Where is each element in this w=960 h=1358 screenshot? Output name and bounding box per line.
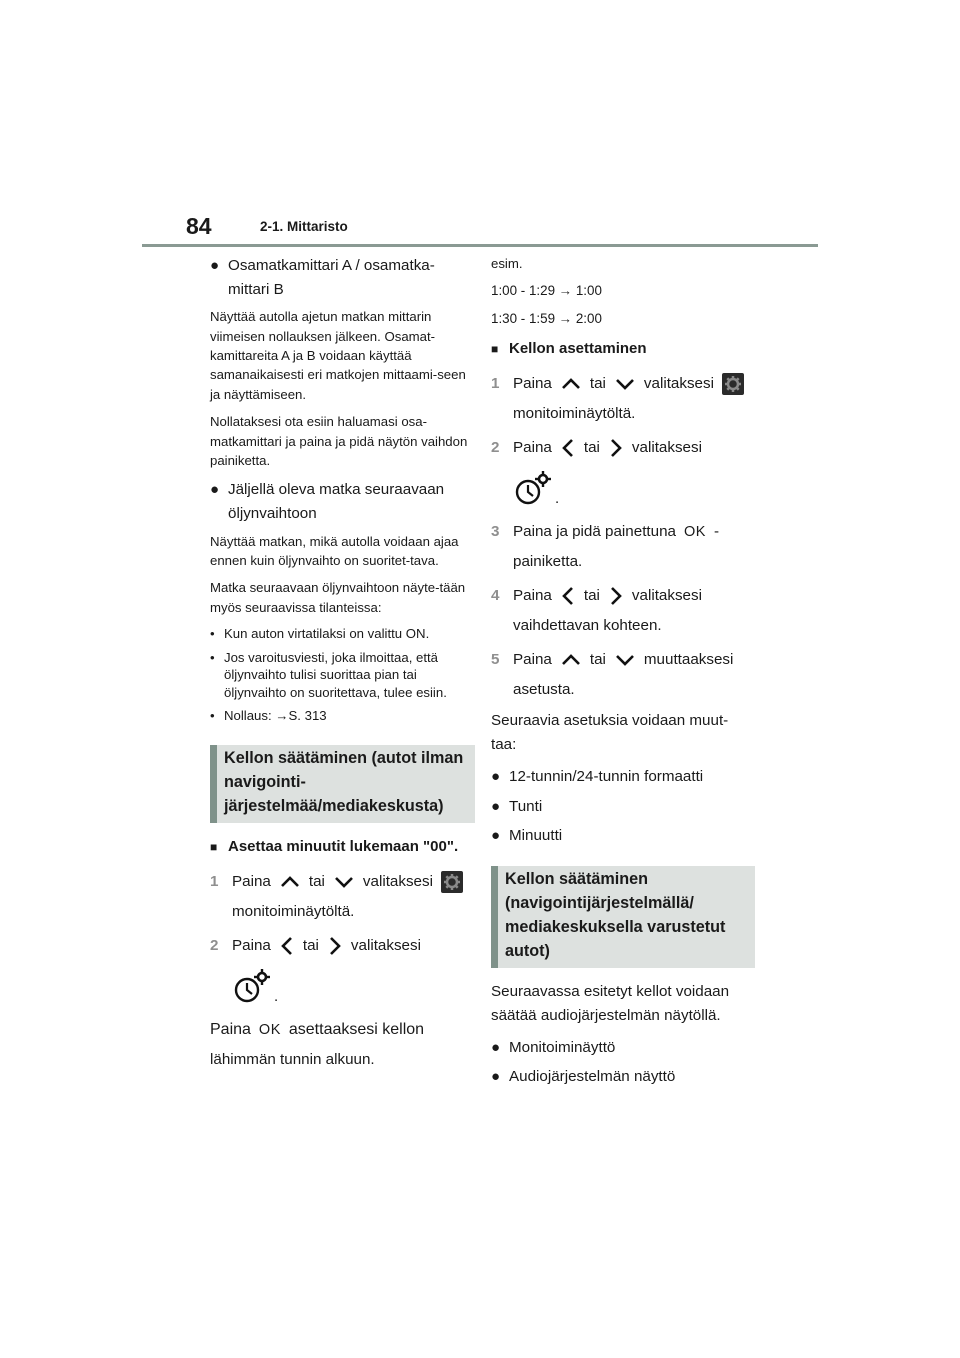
- step-text: Paina: [232, 872, 271, 890]
- step-text: Paina: [513, 650, 552, 668]
- step-text-line2: monitoiminäytöltä.: [232, 902, 355, 920]
- step-number: 1: [491, 374, 500, 392]
- chevron-right-icon: [608, 585, 624, 607]
- ok-text-rest: asettaaksesi kellon: [288, 1020, 425, 1038]
- step-text: valitaksesi: [362, 872, 433, 890]
- bullet-text: Minuutti: [509, 827, 563, 845]
- step-text: tai: [589, 650, 606, 668]
- sub-bullet-reset: [210, 707, 470, 725]
- header-rule: [142, 244, 818, 247]
- oil-change-situations-intro: Matka seuraavaan öljynvaihtoon näyte-tään myös seuraavissa tilanteissa:: [210, 580, 466, 615]
- sub-bullet-text: Jos varoitusviesti, joka ilmoittaa, että öljynvaihto tulisi suorittaa pian tai öljynvaihto on suoritettava, tulee esiin.: [224, 649, 447, 700]
- step-text-line2: monitoiminäytöltä.: [513, 404, 636, 422]
- trip-meter-reset-description: Nollataksesi ota esiin haluamasi osa-matkamittari ja paina ja pidä näytön vaihdon painiketta.: [210, 414, 468, 468]
- square-bullet-icon: ■: [210, 839, 218, 854]
- bullet-multi-display: [491, 1036, 753, 1060]
- step-text: Paina: [513, 374, 552, 392]
- heading-set-clock: [491, 337, 753, 361]
- bullet-trip-meter: [210, 254, 470, 301]
- chevron-left-icon: [279, 935, 295, 957]
- chevron-down-icon: [333, 875, 355, 889]
- chevron-up-icon: [279, 875, 301, 889]
- bullet-hour: [491, 795, 753, 819]
- right-column: [491, 254, 753, 1095]
- ok-button-icon: OK: [683, 523, 706, 540]
- step-1: [210, 867, 470, 927]
- period: .: [555, 489, 560, 507]
- example-1: 1:00 - 1:29 → 1:00: [491, 283, 602, 299]
- step-text: valitaksesi: [631, 438, 702, 456]
- bullet-minute: [491, 824, 753, 848]
- bullet-dot: ●: [491, 1068, 501, 1086]
- oil-change-description: Näyttää matkan, mikä autolla voidaan ajaa ennen kuin öljynvaihto on suoritet-tava.: [210, 533, 459, 568]
- chevron-left-icon: [560, 437, 576, 459]
- period: .: [274, 987, 279, 1005]
- left-column: [210, 254, 470, 1075]
- step-text: tai: [583, 438, 600, 456]
- bullet-text: Tunti: [509, 797, 543, 815]
- heading-set-clock-text: Kellon asettaminen: [509, 339, 647, 357]
- step-text: Paina: [513, 586, 552, 604]
- square-bullet-icon: ■: [491, 341, 499, 356]
- sub-bullet-text: Nollaus: →S. 313: [224, 708, 327, 724]
- step-4: [491, 581, 753, 641]
- sub-bullet-dot: •: [210, 626, 215, 642]
- step-text: tai: [589, 374, 606, 392]
- step-2: [491, 433, 753, 513]
- sub-bullet-warning: [210, 649, 470, 702]
- step-number: 5: [491, 650, 500, 668]
- clock-settings-icon: [513, 469, 553, 507]
- step-text: Paina: [513, 438, 552, 456]
- step-text: muuttaaksesi: [643, 650, 734, 668]
- chevron-up-icon: [560, 377, 582, 391]
- page-number: 84: [186, 213, 212, 239]
- settings-intro: Seuraavia asetuksia voidaan muut-taa:: [491, 711, 729, 754]
- box-heading-with-nav: Kellon säätäminen (navigointijärjestelmällä/ mediakeskuksella varustetut autot): [491, 866, 755, 968]
- step-text: tai: [302, 936, 319, 954]
- step-5: [491, 645, 753, 705]
- step-text: valitaksesi: [631, 586, 702, 604]
- bullet-dot: ●: [491, 797, 501, 815]
- bullet-dot: ●: [491, 768, 501, 786]
- ok-text-line2: lähimmän tunnin alkuun.: [210, 1050, 375, 1068]
- example-label: esim.: [491, 256, 523, 271]
- chevron-right-icon: [608, 437, 624, 459]
- sub-bullet-dot: •: [210, 649, 215, 665]
- bullet-dot: ●: [491, 1038, 501, 1056]
- trip-meter-description: Näyttää autolla ajetun matkan mittarin viimeisen nollauksen jälkeen. Osamat-kamittareita A ja B voidaan käyttää samanaikaisesti eri matkojen mittaami-seen ja näyttämiseen.: [210, 309, 466, 402]
- sub-bullet-text: Kun auton virtatilaksi on valittu ON.: [224, 626, 430, 642]
- chevron-up-icon: [560, 653, 582, 667]
- step-1: [491, 369, 753, 429]
- bullet-trip-meter-text: Osamatkamittari A / osamatka- mittari B: [228, 257, 435, 298]
- step-text: valitaksesi: [643, 374, 714, 392]
- step-number: 2: [491, 438, 500, 456]
- gear-icon: [441, 871, 463, 893]
- step-text-line2: vaihdettavan kohteen.: [513, 616, 662, 634]
- section-header: 2-1. Mittaristo: [260, 219, 348, 234]
- gear-icon: [722, 373, 744, 395]
- step-number: 2: [210, 936, 219, 954]
- bullet-text: Audiojärjestelmän näyttö: [509, 1068, 676, 1086]
- step-2: [210, 931, 470, 1011]
- sub-bullet-dot: •: [210, 708, 215, 724]
- step-text-line2: painiketta.: [513, 552, 583, 570]
- bullet-text: 12-tunnin/24-tunnin formaatti: [509, 768, 704, 786]
- clock-settings-icon: [232, 967, 272, 1005]
- step-number: 4: [491, 586, 500, 604]
- chevron-down-icon: [614, 653, 636, 667]
- chevron-left-icon: [560, 585, 576, 607]
- step-text: tai: [308, 872, 325, 890]
- bullet-audio-display: [491, 1065, 753, 1089]
- bullet-dot: ●: [491, 827, 501, 845]
- bullet-text: Monitoiminäyttö: [509, 1038, 616, 1056]
- bullet-dot: ●: [210, 481, 220, 499]
- step-text: -: [713, 522, 719, 540]
- chevron-right-icon: [327, 935, 343, 957]
- nav-clock-description: Seuraavassa esitetyt kellot voidaan säätää audiojärjestelmän näytöllä.: [491, 982, 730, 1025]
- heading-set-minutes: [210, 835, 470, 859]
- heading-set-minutes-text: Asettaa minuutit lukemaan "00".: [228, 837, 459, 855]
- bullet-oil-change: [210, 478, 470, 525]
- box-heading-no-nav: Kellon säätäminen (autot ilman navigointi-järjestelmää/mediakeskusta): [210, 745, 475, 823]
- step-text: Paina ja pidä painettuna: [513, 522, 676, 540]
- ok-text-paina: Paina: [210, 1020, 251, 1038]
- step-text-line2: asetusta.: [513, 680, 575, 698]
- step-3: [491, 517, 753, 577]
- step-text: valitaksesi: [350, 936, 421, 954]
- bullet-format: [491, 765, 753, 789]
- step-text: tai: [583, 586, 600, 604]
- step-number: 3: [491, 522, 500, 540]
- step-number: 1: [210, 872, 219, 890]
- example-2: 1:30 - 1:59 → 2:00: [491, 311, 602, 327]
- step-text: Paina: [232, 936, 271, 954]
- ok-line: [210, 1015, 470, 1045]
- ok-button-icon: OK: [258, 1021, 281, 1038]
- bullet-dot: ●: [210, 257, 220, 274]
- sub-bullet-power-on: [210, 625, 470, 643]
- chevron-down-icon: [614, 377, 636, 391]
- bullet-oil-change-text: Jäljellä oleva matka seuraavaan öljynvaihtoon: [228, 481, 445, 522]
